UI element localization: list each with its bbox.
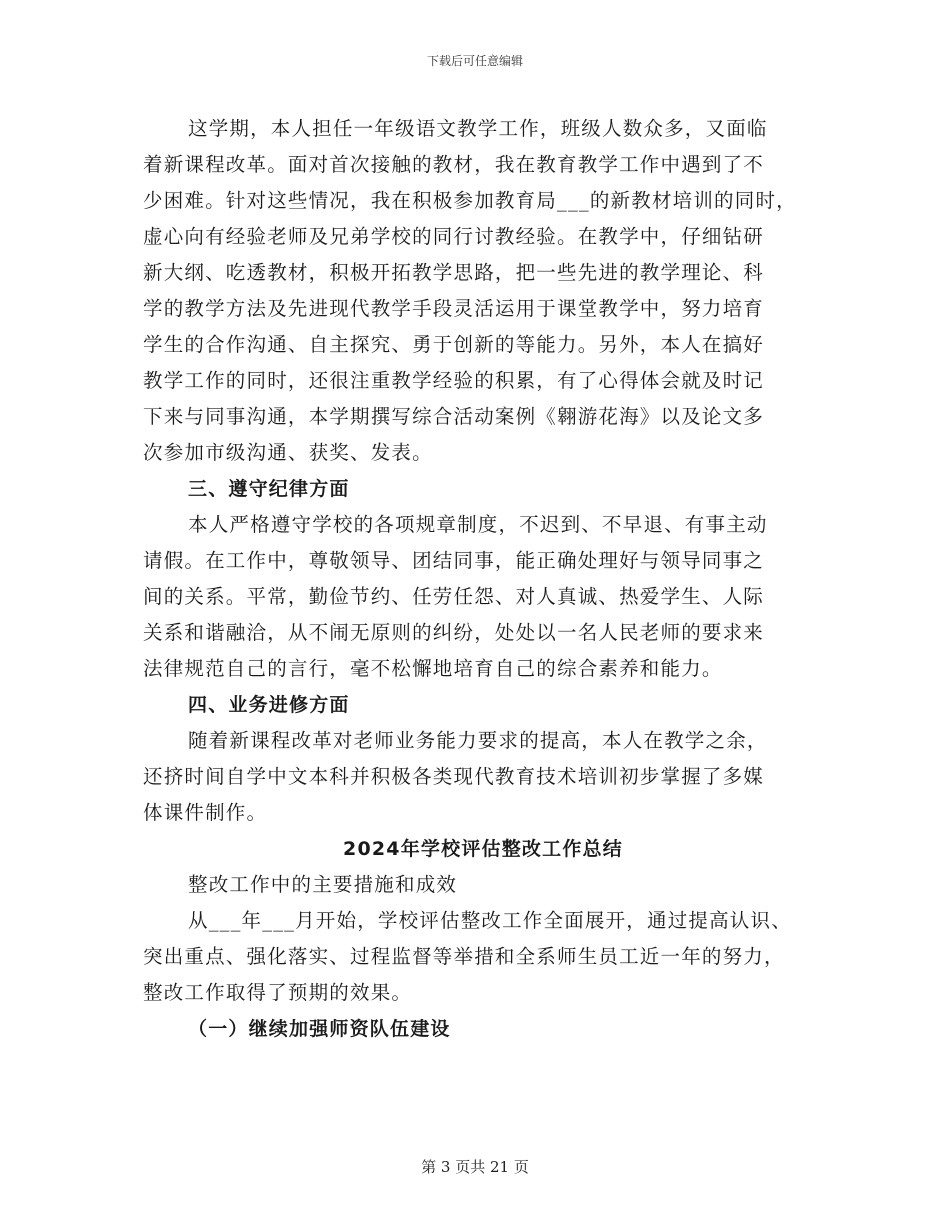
body-line: 还挤时间自学中文本科并积极各类现代教育技术培训初步掌握了多媒	[143, 765, 765, 788]
body-line: 随着新课程改革对老师业务能力要求的提高，本人在教学之余，	[188, 729, 768, 752]
section-heading: （一）继续加强师资队伍建设	[188, 1018, 451, 1040]
page-footer: 第 3 页共 21 页	[421, 1158, 529, 1176]
body-line: 这学期，本人担任一年级语文教学工作，班级人数众多，又面临	[188, 117, 768, 140]
body-line: 着新课程改革。面对首次接触的教材，我在教育教学工作中遇到了不	[143, 153, 765, 176]
document-body	[143, 111, 823, 1047]
body-line: 请假。在工作中，尊敬领导、团结同事，能正确处理好与领导同事之	[143, 549, 765, 572]
body-line: 关系和谐融洽，从不闹无原则的纠纷，处处以一名人民老师的要求来	[143, 621, 765, 644]
body-line: 次参加市级沟通、获奖、发表。	[143, 441, 433, 464]
section-heading: 三、遵守纪律方面	[188, 478, 350, 500]
body-line: 整改工作取得了预期的效果。	[143, 981, 413, 1004]
body-line: 突出重点、强化落实、过程监督等举措和全系师生员工近一年的努力，	[143, 945, 785, 968]
body-line: 虚心向有经验老师及兄弟学校的同行讨教经验。在教学中，仔细钻研	[143, 225, 765, 248]
body-line: 从___年___月开始，学校评估整改工作全面展开，通过提高认识、	[188, 909, 792, 932]
body-line: 体课件制作。	[143, 801, 268, 824]
body-line: 教学工作的同时，还很注重教学经验的积累，有了心得体会就及时记	[143, 369, 765, 392]
body-line: 新大纲、吃透教材，积极开拓教学思路，把一些先进的教学理论、科	[143, 261, 765, 284]
body-line: 本人严格遵守学校的各项规章制度，不迟到、不早退、有事主动	[188, 513, 768, 536]
body-line: 少困难。针对这些情况，我在积极参加教育局___的新教材培训的同时，	[143, 189, 797, 212]
page-header: 下载后可任意编辑	[426, 54, 523, 68]
body-line: 间的关系。平常，勤俭节约、任劳任怨、对人真诚、热爱学生、人际	[143, 585, 765, 608]
section-heading: 四、业务进修方面	[188, 694, 350, 716]
body-line: 法律规范自己的言行，毫不松懈地培育自己的综合素养和能力。	[143, 657, 723, 680]
body-line: 学的教学方法及先进现代教学手段灵活运用于课堂教学中，努力培育	[143, 297, 765, 320]
body-line: 学生的合作沟通、自主探究、勇于创新的等能力。另外，本人在搞好	[143, 333, 765, 356]
body-line: 下来与同事沟通，本学期撰写综合活动案例《翱游花海》以及论文多	[143, 405, 765, 428]
document-title: 2024年学校评估整改工作总结	[343, 838, 623, 860]
body-line: 整改工作中的主要措施和成效	[188, 873, 458, 896]
